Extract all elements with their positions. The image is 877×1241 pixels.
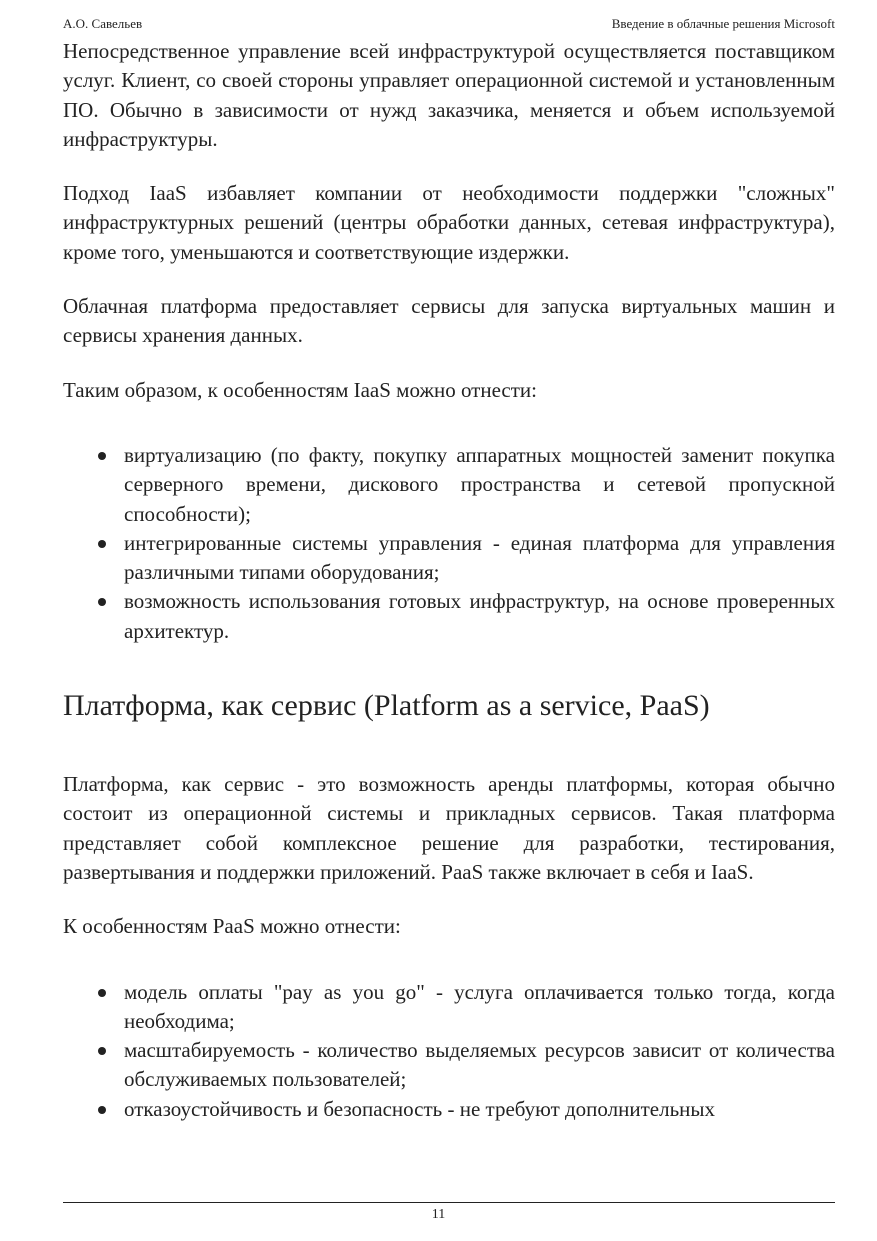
header-author: А.О. Савельев <box>63 16 143 31</box>
paas-features-list <box>63 978 835 1124</box>
list-item <box>63 529 835 588</box>
list-item <box>63 978 835 1037</box>
list-item-text: отказоустойчивость и безопасность - не требуют дополнительных <box>124 1096 716 1121</box>
list-item <box>63 1036 835 1095</box>
footer-divider <box>63 1202 835 1203</box>
list-item-text: возможность использования готовых инфраструктур, на основе проверенных архитектур. <box>124 589 835 643</box>
bullet-icon <box>98 1106 106 1114</box>
page-content <box>63 37 835 1124</box>
bullet-icon <box>98 540 106 548</box>
list-item <box>63 441 835 529</box>
list-item <box>63 587 835 646</box>
section-heading-paas: Платформа, как сервис (Platform as a service, PaaS) <box>63 689 710 723</box>
paragraph-iaas-approach: Подход IaaS избавляет компании от необходимости поддержки "сложных" инфраструктурных решений (центры обработки данных, сетевая инфраструктура), кроме того, уменьшаются и соответствующие издержки. <box>63 181 835 264</box>
list-item-text: модель оплаты "pay as you go" - услуга оплачивается только тогда, когда необходима; <box>124 979 835 1033</box>
page-header <box>63 15 835 33</box>
paragraph-paas-features-intro: К особенностям PaaS можно отнести: <box>63 914 401 939</box>
bullet-icon <box>98 989 106 997</box>
list-item-text: виртуализацию (по факту, покупку аппаратных мощностей заменит покупка серверного времени, дискового пространства и сетевой пропускной способности); <box>124 442 835 526</box>
bullet-icon <box>98 1047 106 1055</box>
page-number: 11 <box>431 1207 446 1222</box>
paragraph-cloud-platform: Облачная платформа предоставляет сервисы для запуска виртуальных машин и сервисы хранения данных. <box>63 294 835 348</box>
bullet-icon <box>98 452 106 460</box>
paragraph-infrastructure-management: Непосредственное управление всей инфраструктурой осуществляется поставщиком услуг. Клиент, со своей стороны управляет операционной системой и установленным ПО. Обычно в зависимости от нужд заказчика, меняется и объем используемой инфраструктуры. <box>63 39 835 151</box>
iaas-features-list <box>63 441 835 646</box>
list-item <box>63 1095 835 1124</box>
paragraph-paas-definition: Платформа, как сервис - это возможность аренды платформы, которая обычно состоит из операционной системы и прикладных сервисов. Такая платформа представляет собой комплексное решение для разработки, тестирования, развертывания и поддержки приложений. PaaS также включает в себя и IaaS. <box>63 772 835 884</box>
header-book-title: Введение в облачные решения Microsoft <box>611 16 835 31</box>
list-item-text: интегрированные системы управления - единая платформа для управления различными типами оборудования; <box>124 530 835 585</box>
list-item-text: масштабируемость - количество выделяемых ресурсов зависит от количества обслуживаемых пользователей; <box>124 1038 835 1092</box>
bullet-icon <box>98 598 106 606</box>
paragraph-iaas-features-intro: Таким образом, к особенностям IaaS можно отнести: <box>63 377 537 402</box>
